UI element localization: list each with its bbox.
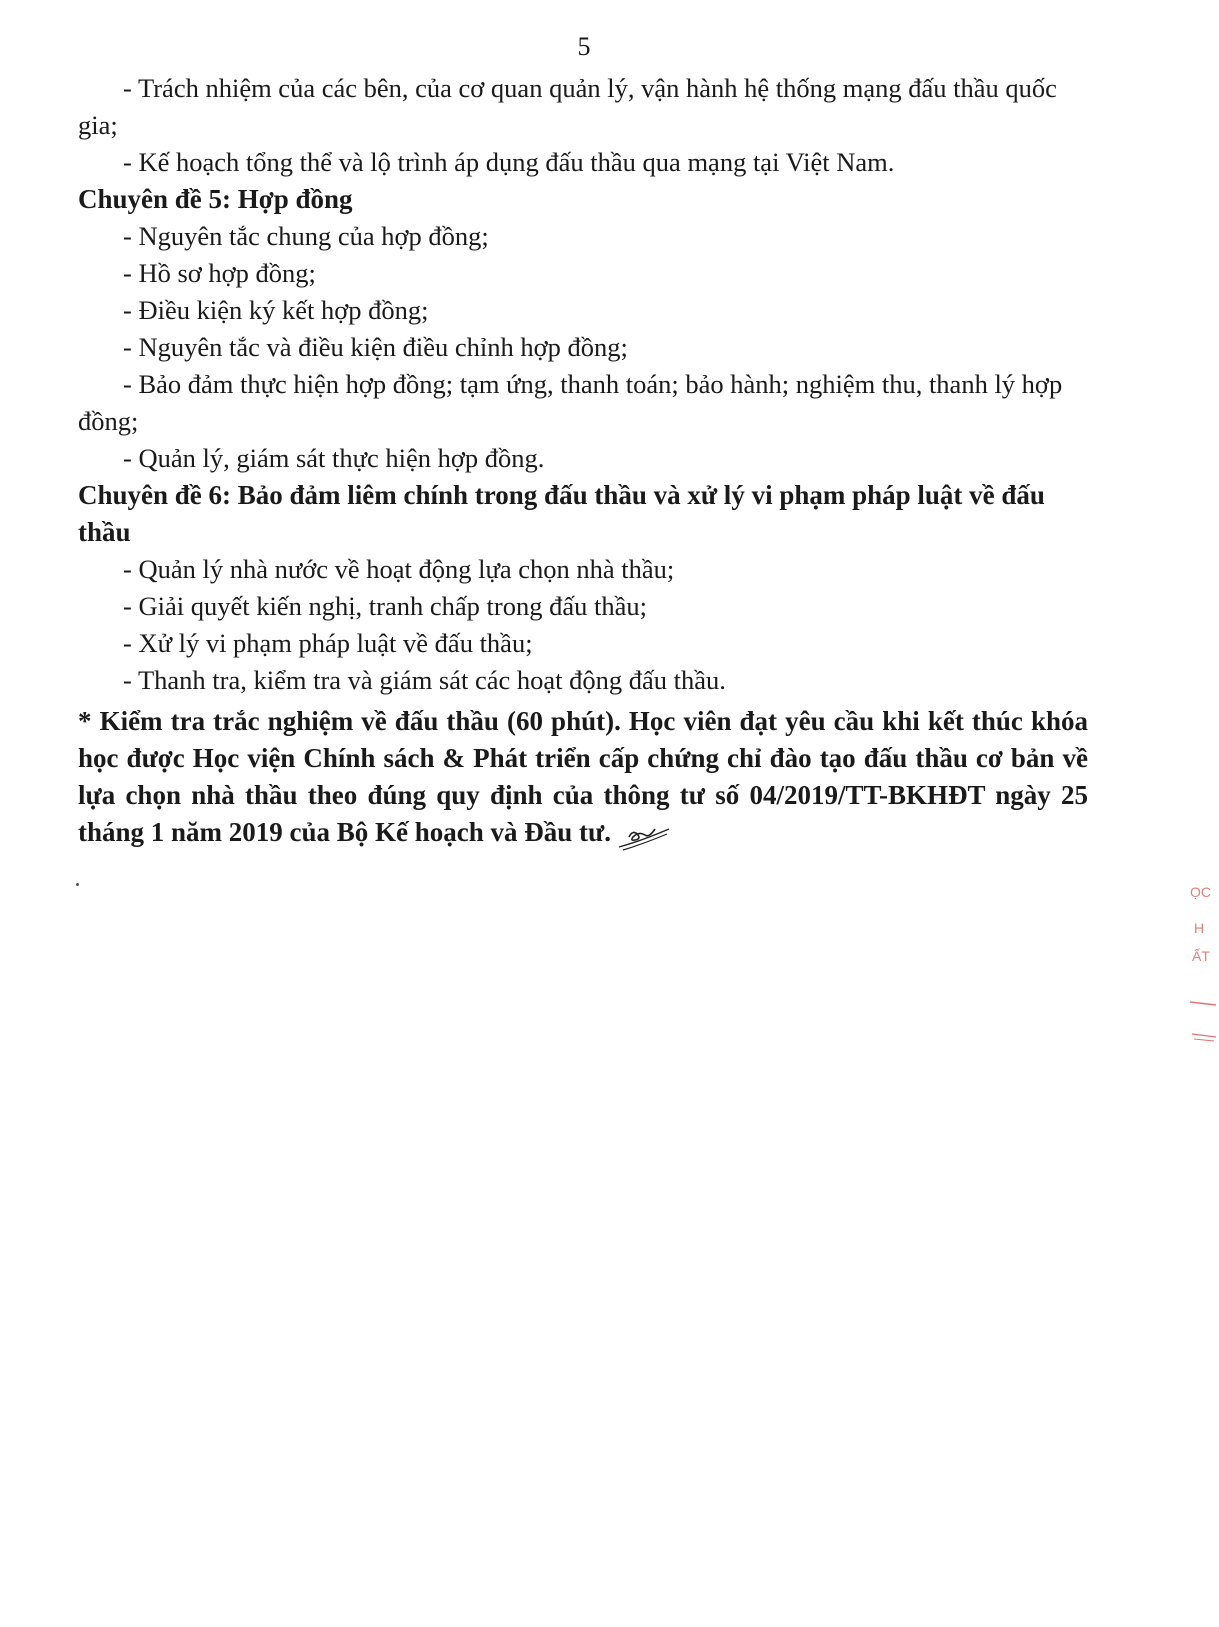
stamp-letters: ỌC [1190, 884, 1211, 900]
section-6-item: - Giải quyết kiến nghị, tranh chấp trong đấu thầu; [123, 591, 647, 621]
page-number: 5 [577, 32, 591, 61]
bullet-responsibility: - Trách nhiệm của các bên, của cơ quan quản lý, vận hành hệ thống mạng đấu thầu quốc gia; [78, 73, 1057, 140]
stamp-letters: ẤT [1192, 948, 1210, 964]
red-stamp-fragment [1186, 830, 1219, 1070]
stamp-letters: H [1194, 920, 1205, 936]
section-5-heading: Chuyên đề 5: Hợp đồng [78, 184, 353, 214]
section-5-item: - Hồ sơ hợp đồng; [123, 258, 316, 288]
section-6-heading: Chuyên đề 6: Bảo đảm liêm chính trong đấu thầu và xử lý vi phạm pháp luật về đấu thầu [78, 480, 1045, 547]
document-body [78, 70, 1088, 851]
section-5-item: - Điều kiện ký kết hợp đồng; [123, 295, 429, 325]
bullet-master-plan: - Kế hoạch tổng thể và lộ trình áp dụng đấu thầu qua mạng tại Việt Nam. [123, 147, 895, 177]
section-6-item: - Xử lý vi phạm pháp luật về đấu thầu; [123, 628, 533, 658]
section-5-item: - Quản lý, giám sát thực hiện hợp đồng. [123, 443, 545, 473]
section-5-item: - Nguyên tắc và điều kiện điều chỉnh hợp đồng; [123, 332, 628, 362]
scan-speck [76, 883, 79, 886]
section-5-item: - Bảo đảm thực hiện hợp đồng; tạm ứng, thanh toán; bảo hành; nghiệm thu, thanh lý hợp đồng; [78, 369, 1063, 436]
section-6-item: - Quản lý nhà nước về hoạt động lựa chọn nhà thầu; [123, 554, 675, 584]
exam-note-text: * Kiểm tra trắc nghiệm về đấu thầu (60 phút). Học viên đạt yêu cầu khi kết thúc khóa học được Học viện Chính sách & Phát triển cấp chứng chỉ đào tạo đấu thầu cơ bản về lựa chọn nhà thầu theo đúng quy định của thông tư số 04/2019/TT-BKHĐT ngày 25 tháng 1 năm 2019 của Bộ Kế hoạch và Đầu tư. [78, 706, 1088, 847]
section-6-item: - Thanh tra, kiểm tra và giám sát các hoạt động đấu thầu. [123, 665, 726, 695]
exam-note [78, 703, 1088, 851]
initials-signature-icon [615, 823, 671, 851]
section-5-item: - Nguyên tắc chung của hợp đồng; [123, 221, 489, 251]
